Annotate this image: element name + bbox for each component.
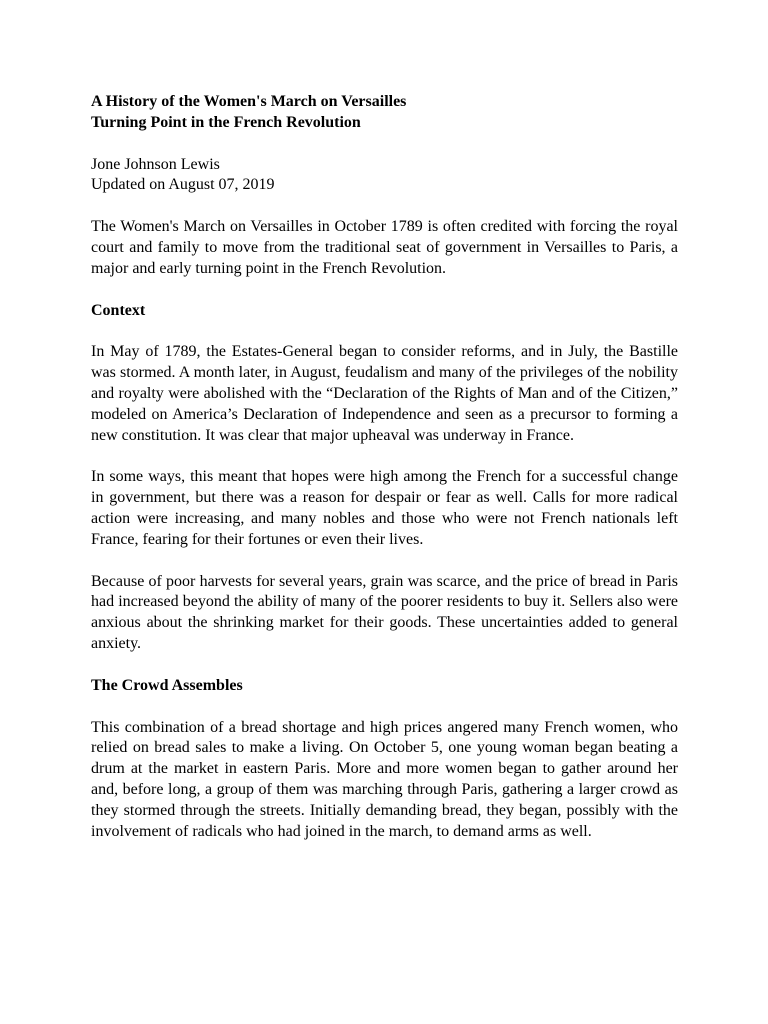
title-block (91, 92, 678, 134)
author-name: Jone Johnson Lewis (91, 155, 220, 173)
updated-date: Updated on August 07, 2019 (91, 176, 275, 194)
document-page (91, 92, 678, 863)
section-heading-context: Context (91, 301, 146, 319)
intro-paragraph: The Women's March on Versailles in October 1789 is often credited with forcing the royal court and family to move from the traditional seat of government in Versailles to Paris, a major and early turning point in the French Revolution. (91, 218, 678, 277)
document-title: A History of the Women's March on Versailles (91, 93, 407, 110)
context-paragraph-2: In some ways, this meant that hopes were high among the French for a successful change in government, but there was a reason for despair or fear as well. Calls for more radical action were increasing, and many nobles and those who were not French nationals left France, fearing for their fortunes or even their lives. (91, 468, 678, 548)
section-heading-crowd-assembles: The Crowd Assembles (91, 676, 243, 694)
crowd-paragraph-1: This combination of a bread shortage and high prices angered many French women, who relied on bread sales to make a living. On October 5, one young woman began beating a drum at the market in eastern Paris. More and more women began to gather around her and, before long, a group of them was marching through Paris, gathering a larger crowd as they stormed through the streets. Initially demanding bread, they began, possibly with the involvement of radicals who had joined in the march, to demand arms as well. (91, 718, 678, 840)
meta-block (91, 155, 678, 197)
context-paragraph-3: Because of poor harvests for several years, grain was scarce, and the price of bread in Paris had increased beyond the ability of many of the poorer residents to buy it. Sellers also were anxious about the shrinking market for their goods. These uncertainties added to general anxiety. (91, 572, 678, 652)
document-subtitle: Turning Point in the French Revolution (91, 113, 361, 131)
context-paragraph-1: In May of 1789, the Estates-General began to consider reforms, and in July, the Bastille was stormed. A month later, in August, feudalism and many of the privileges of the nobility and royalty were abolished with the “Declaration of the Rights of Man and of the Citizen,” modeled on America’s Declaration of Independence and seen as a precursor to forming a new constitution. It was clear that major upheaval was underway in France. (91, 343, 678, 444)
